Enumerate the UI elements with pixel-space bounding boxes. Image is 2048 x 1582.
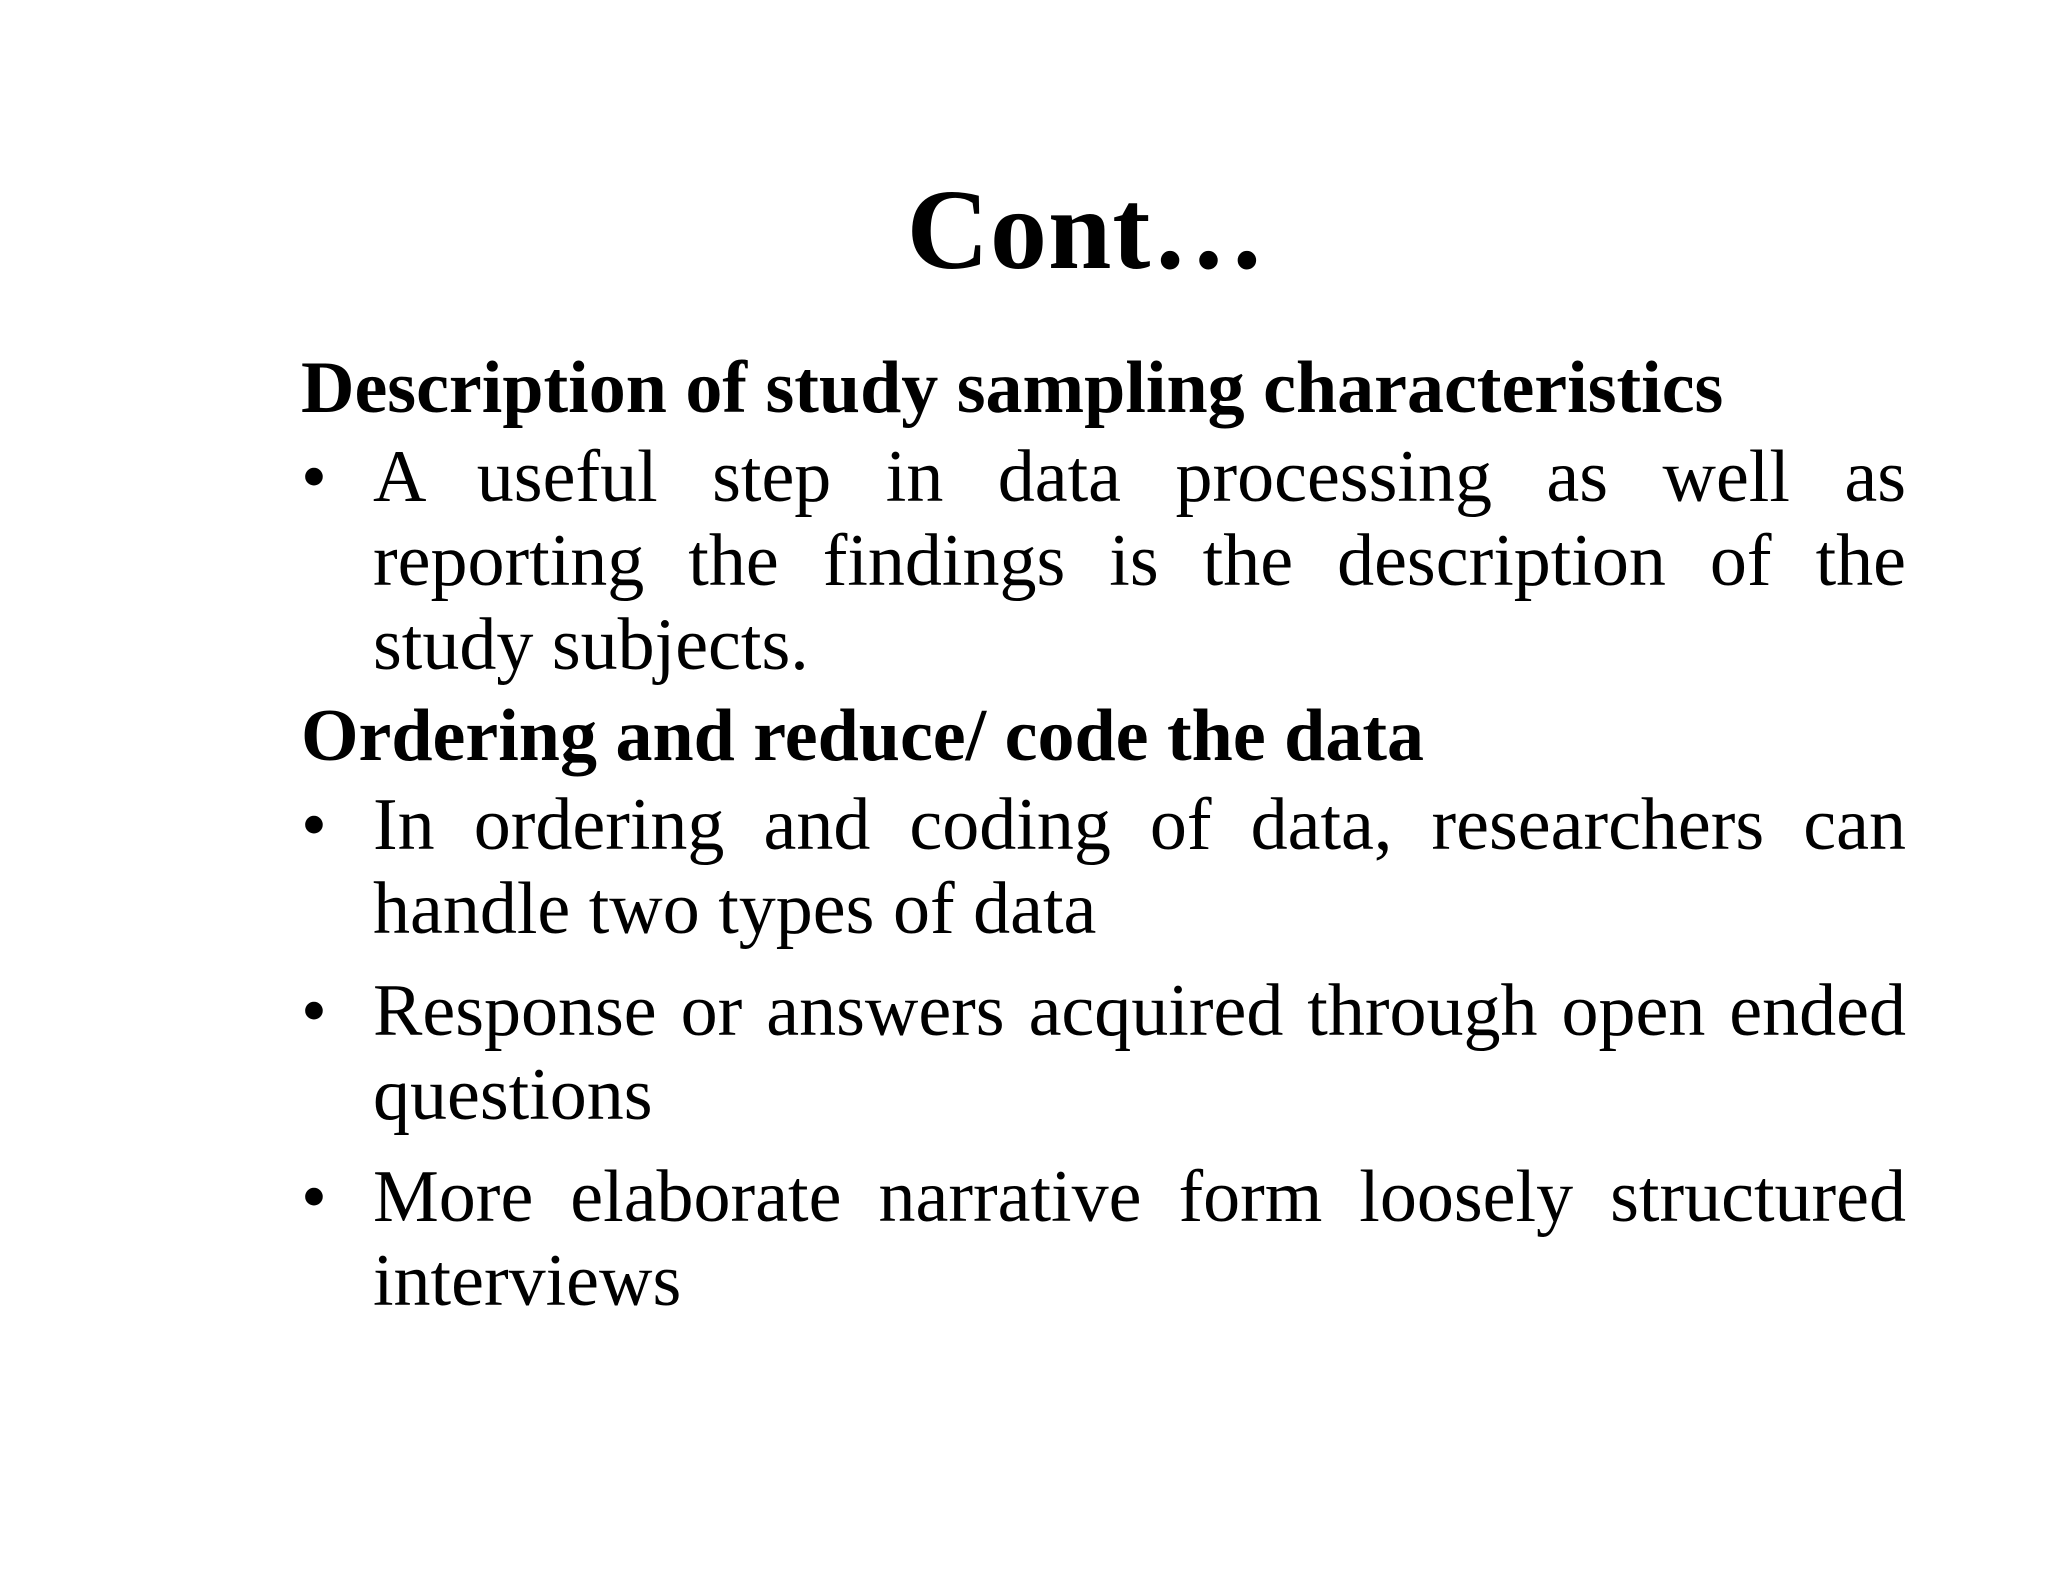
bullet-dot: •	[301, 970, 327, 1052]
bullet-text: A useful step in data processing as well as reporting the findings is the description of the study subjects.	[373, 436, 1906, 686]
slide-content	[301, 345, 1906, 1323]
bullet-dot: •	[301, 784, 327, 866]
bullet-text: In ordering and coding of data, researchers can handle two types of data	[373, 784, 1906, 950]
bullet-text: Response or answers acquired through open ended questions	[373, 970, 1906, 1136]
bullet-item	[301, 969, 1906, 1137]
bullet-dot: •	[301, 1156, 327, 1238]
bullet-item	[301, 1155, 1906, 1323]
bullet-item	[301, 435, 1906, 687]
section-heading-ordering: Ordering and reduce/ code the data	[301, 695, 1424, 777]
bullet-item	[301, 783, 1906, 951]
bullet-text: More elaborate narrative form loosely structured interviews	[373, 1156, 1906, 1322]
bullet-dot: •	[301, 436, 327, 518]
slide-title: Cont…	[906, 166, 1267, 293]
section-heading-sampling: Description of study sampling characteristics	[301, 347, 1724, 429]
